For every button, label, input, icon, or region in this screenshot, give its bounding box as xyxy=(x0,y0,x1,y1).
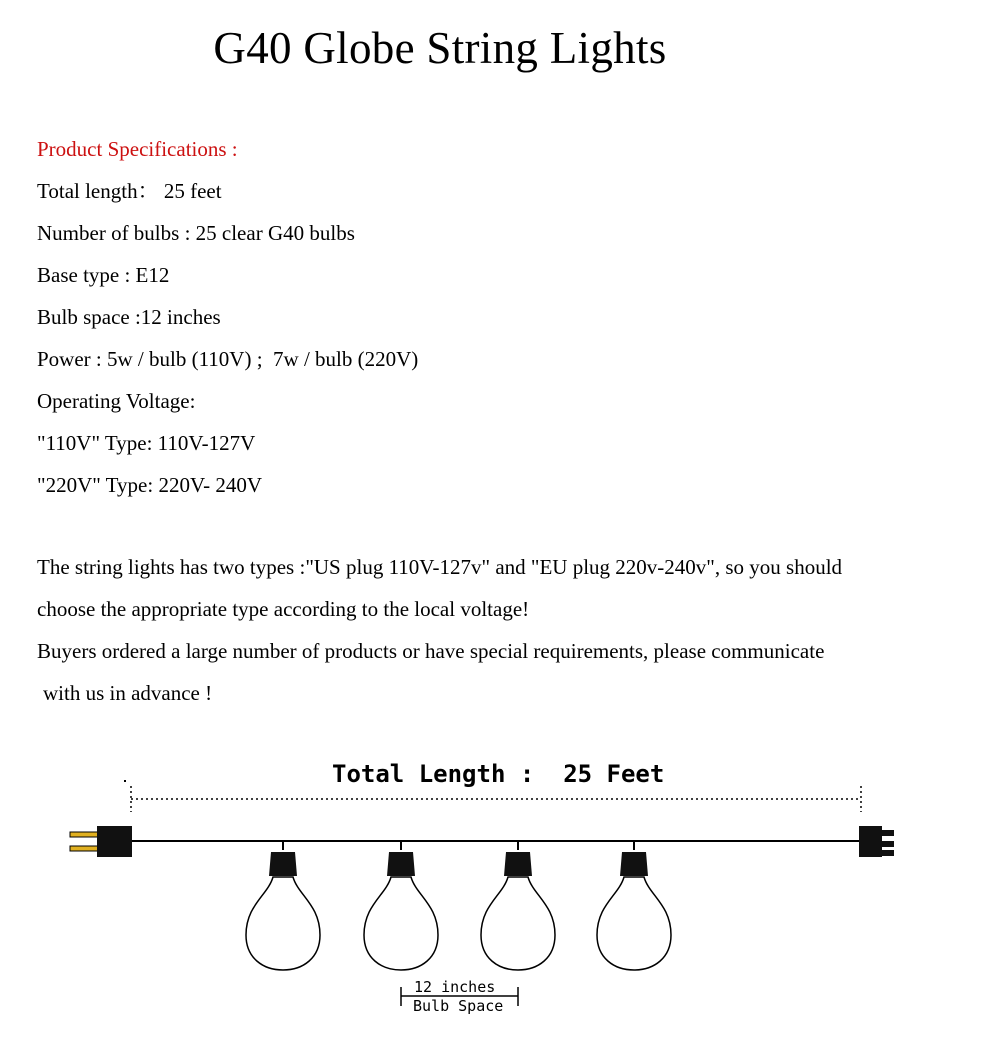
spec-number-of-bulbs: Number of bulbs : 25 clear G40 bulbs xyxy=(37,221,355,245)
bulb-icon xyxy=(481,841,555,970)
page-title: G40 Globe String Lights xyxy=(213,23,667,73)
note-line: choose the appropriate type according to the local voltage! xyxy=(37,597,530,621)
spec-base-type: Base type : E12 xyxy=(37,263,170,287)
end-connector-icon xyxy=(859,826,894,857)
product-specifications xyxy=(37,128,418,506)
note-line: The string lights has two types :"US plug 110V-127v" and "EU plug 220v-240v", so you should xyxy=(37,555,843,579)
note-line: with us in advance ! xyxy=(43,681,213,705)
bulb-icon xyxy=(246,841,320,970)
spec-220v-type: "220V" Type: 220V- 240V xyxy=(37,473,263,497)
notes-paragraph xyxy=(37,546,842,714)
bulb-icon xyxy=(364,841,438,970)
spec-total-length: Total length： 25 feet xyxy=(37,179,222,203)
spec-110v-type: "110V" Type: 110V-127V xyxy=(37,431,256,455)
bulb-icon xyxy=(597,841,671,970)
spec-power: Power : 5w / bulb (110V) ; 7w / bulb (220V) xyxy=(37,347,419,371)
string-lights-diagram xyxy=(0,740,1000,1044)
bulb-space-value: 12 inches xyxy=(414,978,496,996)
spec-bulb-space: Bulb space :12 inches xyxy=(37,305,221,329)
spec-heading: Product Specifications : xyxy=(37,137,238,161)
total-length-label: Total Length : 25 Feet xyxy=(332,760,665,788)
bulb-space-label: Bulb Space xyxy=(413,997,504,1015)
spec-operating-voltage: Operating Voltage: xyxy=(37,389,196,413)
us-plug-icon xyxy=(70,826,132,857)
note-line: Buyers ordered a large number of products or have special requirements, please communicate xyxy=(37,639,825,663)
